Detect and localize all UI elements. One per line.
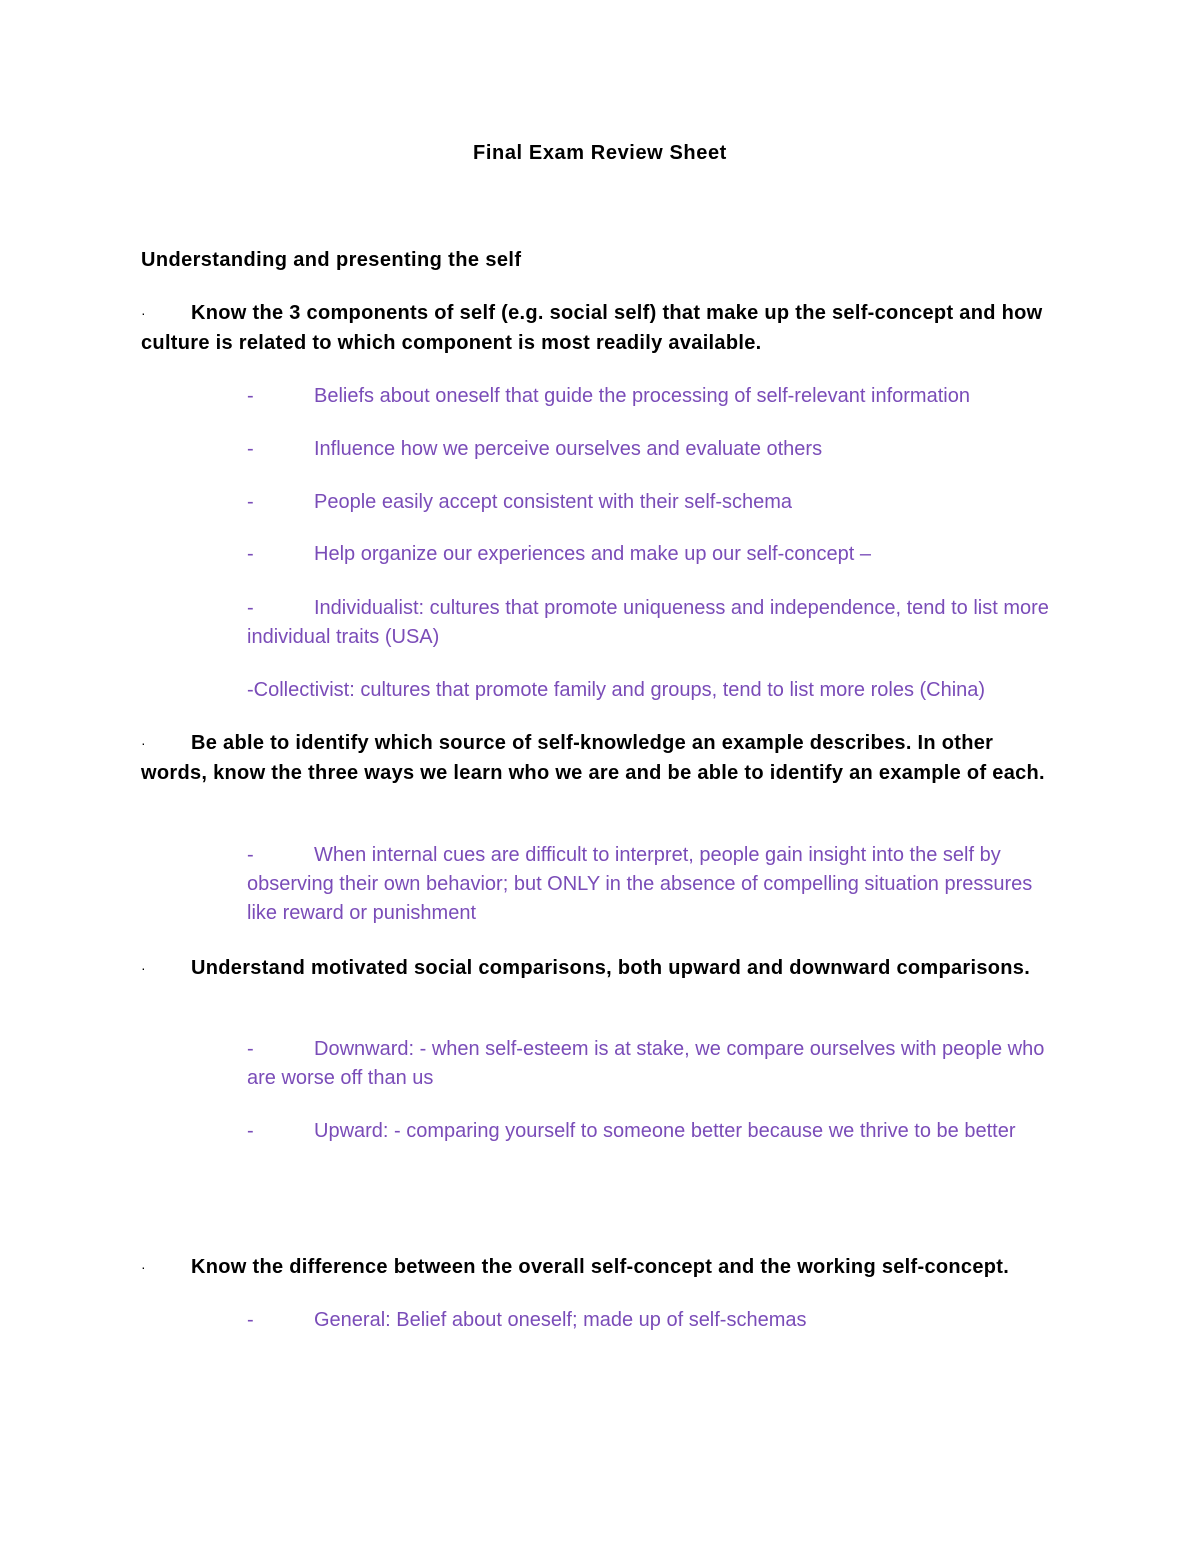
answer-text: Influence how we perceive ourselves and evaluate others bbox=[314, 438, 823, 460]
dash-glyph: - bbox=[247, 1309, 254, 1331]
dash-glyph: - bbox=[247, 491, 254, 513]
dash-glyph: - bbox=[247, 1120, 254, 1142]
answer-item bbox=[247, 841, 1062, 928]
dash-glyph: - bbox=[247, 543, 254, 565]
answer-item bbox=[247, 435, 1062, 464]
answer-item: -Collectivist: cultures that promote family and groups, tend to list more roles (China) bbox=[247, 679, 986, 701]
question-text: Understand motivated social comparisons, both upward and downward comparisons. bbox=[191, 957, 1031, 979]
page-title: Final Exam Review Sheet bbox=[473, 142, 727, 164]
answer-item bbox=[247, 594, 1062, 652]
answer-text: Upward: - comparing yourself to someone better because we thrive to be better bbox=[314, 1120, 1016, 1142]
answer-text: General: Belief about oneself; made up of self-schemas bbox=[314, 1309, 807, 1331]
dash-glyph: - bbox=[247, 1038, 254, 1060]
answer-item bbox=[247, 1117, 1062, 1146]
question-text: Know the difference between the overall self-concept and the working self-concept. bbox=[191, 1256, 1010, 1278]
answer-item bbox=[247, 1306, 1062, 1335]
answer-text: People easily accept consistent with their self-schema bbox=[314, 491, 793, 513]
dash-glyph: - bbox=[247, 385, 254, 407]
answer-text: Beliefs about oneself that guide the processing of self-relevant information bbox=[314, 385, 970, 407]
answer-item bbox=[247, 540, 1062, 569]
answer-text: Help organize our experiences and make up our self-concept – bbox=[314, 543, 871, 565]
answer-text: When internal cues are difficult to interpret, people gain insight into the self by observing their own behavior; but ONLY in the absence of compelling situation pressures like reward or punishment bbox=[247, 844, 1033, 924]
answer-text: Downward: - when self-esteem is at stake, we compare ourselves with people who are worse off than us bbox=[247, 1038, 1045, 1089]
question-4 bbox=[141, 1252, 1061, 1282]
bullet-glyph: · bbox=[141, 960, 146, 976]
dash-glyph: - bbox=[247, 597, 254, 619]
bullet-glyph: · bbox=[141, 735, 146, 751]
answer-item bbox=[247, 382, 1062, 411]
question-text: Be able to identify which source of self-knowledge an example describes. In other words, know the three ways we learn who we are and be able to identify an example of each. bbox=[141, 732, 1045, 784]
question-text: Know the 3 components of self (e.g. social self) that make up the self-concept and how culture is related to which component is most readily available. bbox=[141, 302, 1043, 354]
section-heading: Understanding and presenting the self bbox=[141, 249, 522, 271]
answer-item bbox=[247, 488, 1062, 517]
question-1 bbox=[141, 298, 1061, 358]
question-3 bbox=[141, 953, 1061, 983]
dash-glyph: - bbox=[247, 844, 254, 866]
question-2 bbox=[141, 728, 1061, 788]
answer-item bbox=[247, 1035, 1062, 1093]
bullet-glyph: · bbox=[141, 1259, 146, 1275]
dash-glyph: - bbox=[247, 438, 254, 460]
bullet-glyph: · bbox=[141, 305, 146, 321]
answer-text: Individualist: cultures that promote uniqueness and independence, tend to list more individual traits (USA) bbox=[247, 597, 1049, 648]
